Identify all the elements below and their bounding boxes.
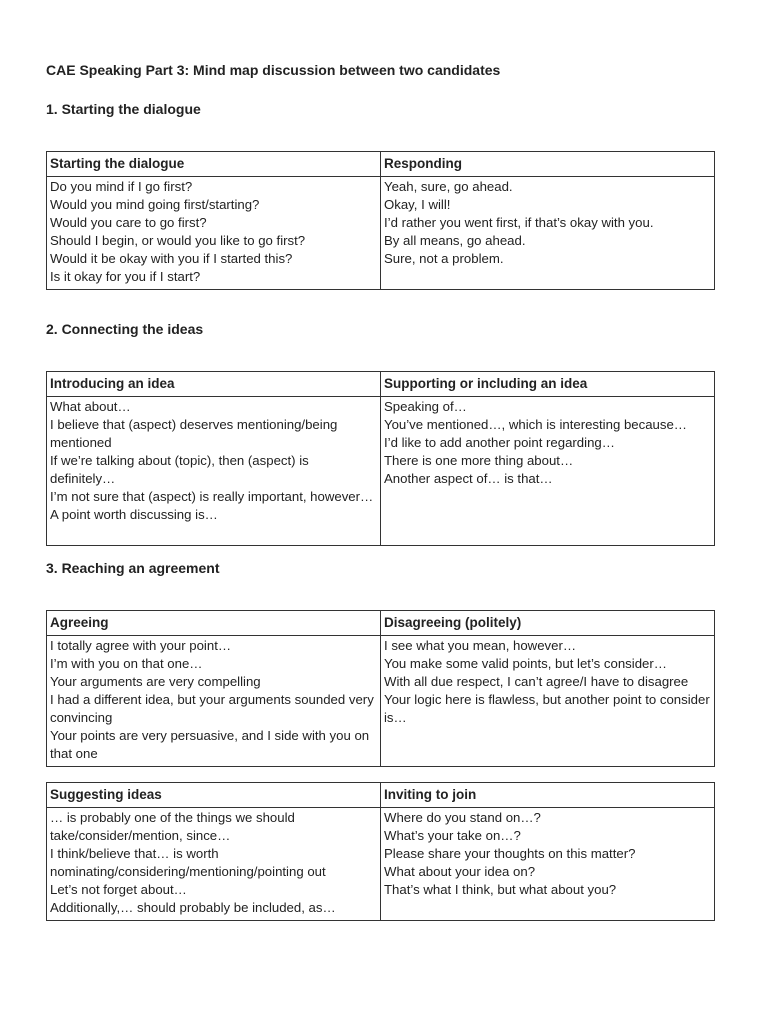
phrase-line: I’m with you on that one… bbox=[50, 656, 203, 671]
column-header: Starting the dialogue bbox=[47, 152, 381, 177]
phrase-line: Your arguments are very compelling bbox=[50, 674, 261, 689]
column-header: Disagreeing (politely) bbox=[381, 611, 715, 636]
phrase-line: Additionally,… should probably be included, as… bbox=[50, 900, 336, 915]
phrase-cell bbox=[381, 808, 715, 921]
phrase-line: Where do you stand on…? bbox=[384, 810, 541, 825]
phrase-line: Would you mind going first/starting? bbox=[50, 197, 260, 212]
phrase-line: Yeah, sure, go ahead. bbox=[384, 179, 513, 194]
phrase-line: Let’s not forget about… bbox=[50, 882, 187, 897]
phrase-line: I see what you mean, however… bbox=[384, 638, 577, 653]
column-header: Supporting or including an idea bbox=[381, 372, 715, 397]
phrase-line: I had a different idea, but your arguments sounded very convincing bbox=[50, 692, 374, 725]
phrase-line: If we’re talking about (topic), then (aspect) is definitely… bbox=[50, 453, 309, 486]
phrase-cell bbox=[381, 397, 715, 546]
phrase-line: You make some valid points, but let’s consider… bbox=[384, 656, 667, 671]
section-heading-agreement: 3. Reaching an agreement bbox=[46, 560, 220, 576]
phrase-line: I believe that (aspect) deserves mentioning/being mentioned bbox=[50, 417, 338, 450]
column-header: Inviting to join bbox=[381, 783, 715, 808]
phrase-line: Would it be okay with you if I started this? bbox=[50, 251, 293, 266]
section-heading-connecting: 2. Connecting the ideas bbox=[46, 321, 204, 337]
phrase-cell bbox=[381, 636, 715, 767]
phrase-line: What’s your take on…? bbox=[384, 828, 521, 843]
phrase-line: Your points are very persuasive, and I side with you on that one bbox=[50, 728, 370, 761]
phrase-cell bbox=[47, 177, 381, 290]
phrase-line: I totally agree with your point… bbox=[50, 638, 232, 653]
phrase-line: Should I begin, or would you like to go first? bbox=[50, 233, 306, 248]
phrase-line: With all due respect, I can’t agree/I have to disagree bbox=[384, 674, 689, 689]
phrase-line: Sure, not a problem. bbox=[384, 251, 504, 266]
starting-dialogue-table bbox=[46, 151, 715, 290]
phrase-line: You’ve mentioned…, which is interesting because… bbox=[384, 417, 687, 432]
column-header: Introducing an idea bbox=[47, 372, 381, 397]
phrase-cell bbox=[47, 397, 381, 546]
phrase-cell bbox=[381, 177, 715, 290]
suggesting-inviting-table bbox=[46, 782, 715, 921]
agreement-table bbox=[46, 610, 715, 767]
phrase-line: I’m not sure that (aspect) is really important, however… bbox=[50, 489, 374, 504]
phrase-cell bbox=[47, 808, 381, 921]
phrase-line: Your logic here is flawless, but another point to consider is… bbox=[384, 692, 710, 725]
phrase-line: What about… bbox=[50, 399, 131, 414]
phrase-line: Is it okay for you if I start? bbox=[50, 269, 201, 284]
column-header: Agreeing bbox=[47, 611, 381, 636]
phrase-line: I think/believe that… is worth nominating/considering/mentioning/pointing out bbox=[50, 846, 326, 879]
phrase-line: Please share your thoughts on this matter? bbox=[384, 846, 636, 861]
phrase-line: A point worth discussing is… bbox=[50, 507, 218, 522]
phrase-line: Another aspect of… is that… bbox=[384, 471, 553, 486]
page-title: CAE Speaking Part 3: Mind map discussion between two candidates bbox=[46, 62, 501, 78]
phrase-line: By all means, go ahead. bbox=[384, 233, 526, 248]
column-header: Suggesting ideas bbox=[47, 783, 381, 808]
phrase-line: That’s what I think, but what about you? bbox=[384, 882, 617, 897]
phrase-line: Do you mind if I go first? bbox=[50, 179, 193, 194]
phrase-cell bbox=[47, 636, 381, 767]
phrase-line: I’d like to add another point regarding… bbox=[384, 435, 615, 450]
phrase-line: I’d rather you went first, if that’s okay with you. bbox=[384, 215, 654, 230]
phrase-line: Would you care to go first? bbox=[50, 215, 207, 230]
phrase-line: What about your idea on? bbox=[384, 864, 536, 879]
phrase-line: … is probably one of the things we should take/consider/mention, since… bbox=[50, 810, 295, 843]
phrase-line: There is one more thing about… bbox=[384, 453, 574, 468]
column-header: Responding bbox=[381, 152, 715, 177]
section-heading-starting: 1. Starting the dialogue bbox=[46, 101, 201, 117]
phrase-line: Speaking of… bbox=[384, 399, 467, 414]
phrase-line: Okay, I will! bbox=[384, 197, 451, 212]
connecting-ideas-table bbox=[46, 371, 715, 546]
